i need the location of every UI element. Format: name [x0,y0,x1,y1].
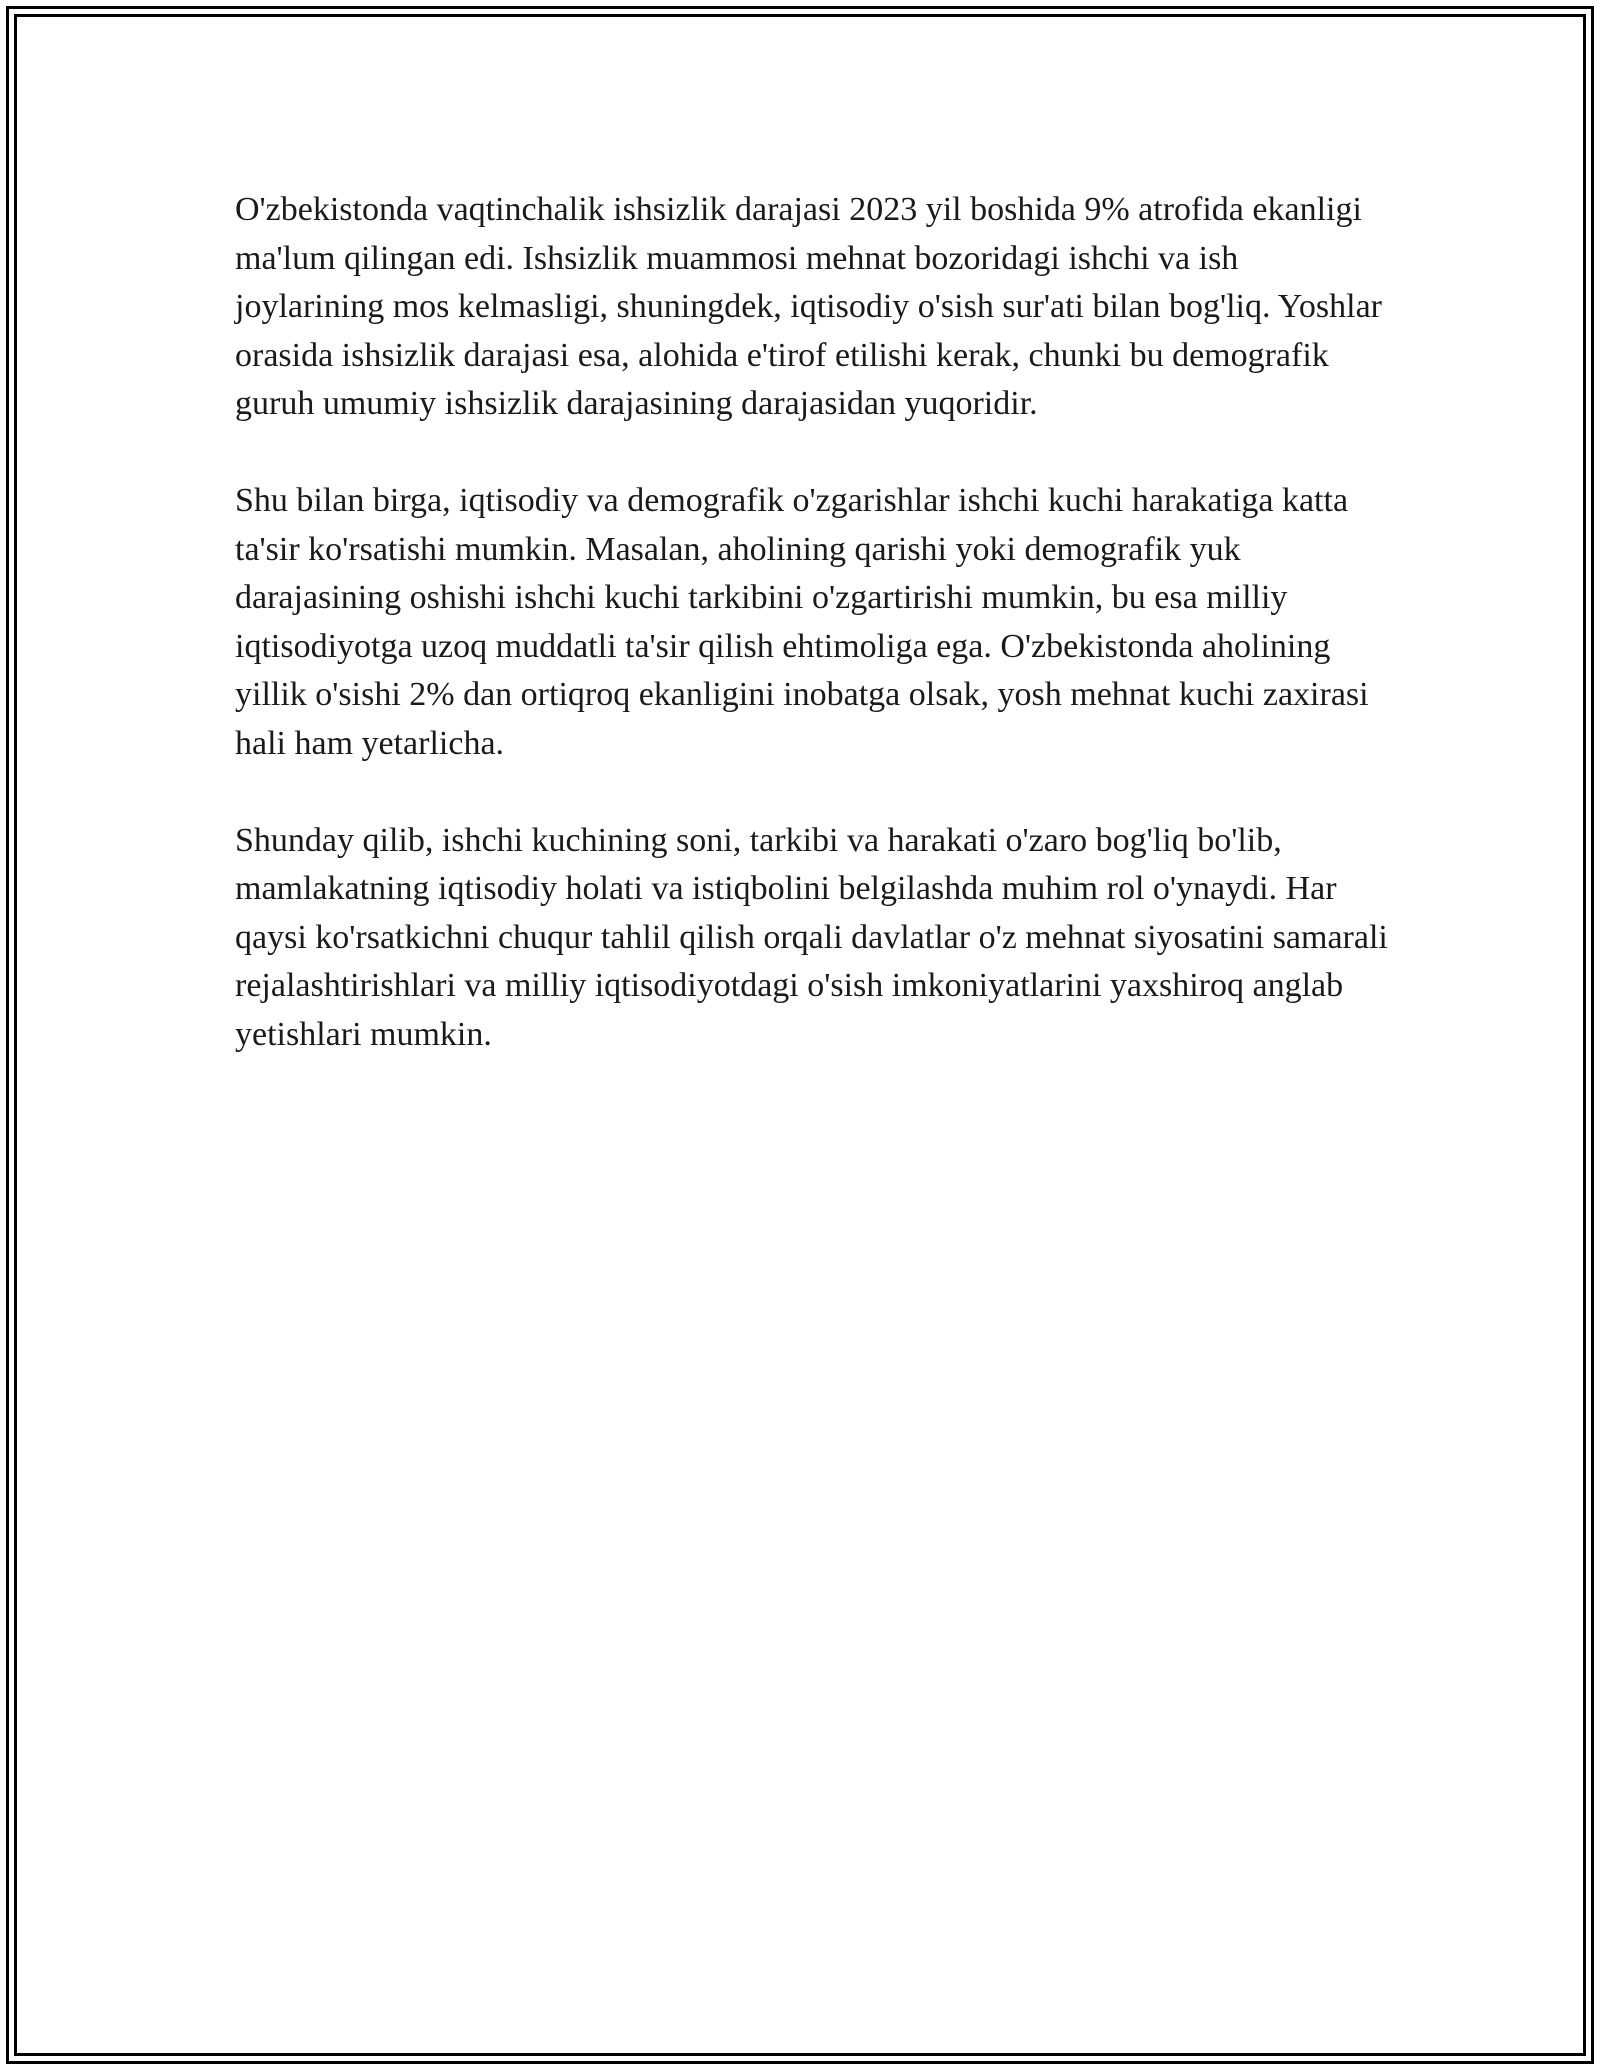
document-body [235,186,1395,1108]
paragraph-demographics: Shu bilan birga, iqtisodiy va demografik o'zgarishlar ishchi kuchi harakatiga katta ta'sir ko'rsatishi mumkin. Masalan, aholining qarishi yoki demografik yuk darajasining oshishi ishchi kuchi tarkibini o'zgartirishi mumkin, bu esa milliy iqtisodiyotga uzoq muddatli ta'sir qilish ehtimoliga ega. O'zbekistonda aholining yillik o'sishi 2% dan ortiqroq ekanligini inobatga olsak, yosh mehnat kuchi zaxirasi hali ham yetarlicha. [235,482,1369,762]
paragraph-unemployment: O'zbekistonda vaqtinchalik ishsizlik darajasi 2023 yil boshida 9% atrofida ekanligi ma'lum qilingan edi. Ishsizlik muammosi mehnat bozoridagi ishchi va ish joylarining mos kelmasligi, shuningdek, iqtisodiy o'sish sur'ati bilan bog'liq. Yoshlar orasida ishsizlik darajasi esa, alohida e'tirof etilishi kerak, chunki bu demografik guruh umumiy ishsizlik darajasining darajasidan yuqoridir. [235,191,1382,422]
paragraph-conclusion: Shunday qilib, ishchi kuchining soni, tarkibi va harakati o'zaro bog'liq bo'lib, mamlakatning iqtisodiy holati va istiqbolini belgilashda muhim rol o'ynaydi. Har qaysi ko'rsatkichni chuqur tahlil qilish orqali davlatlar o'z mehnat siyosatini samarali rejalashtirishlari va milliy iqtisodiyotdagi o'sish imkoniyatlarini yaxshiroq anglab yetishlari mumkin. [235,821,1388,1053]
